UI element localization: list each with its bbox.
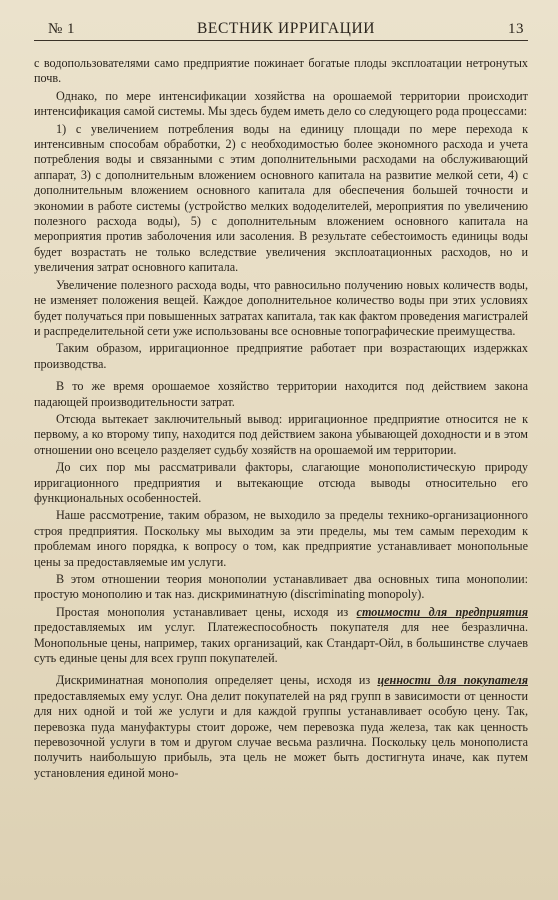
- paragraph: Наше рассмотрение, таким образом, не выходило за пределы технико-организационного строя предприятия. Поскольку мы выходим за эти пределы, мы тем самым переходим к проблемам иного порядка, к вопросу о том, как предприятие устанавливает монопольные цены за предоставляемые им услуги.: [34, 508, 528, 569]
- paragraph: В этом отношении теория монополии устанавливает два основных типа монополии: простую монополию и так наз. дискриминатную (discriminating monopoly).: [34, 572, 528, 602]
- paragraph: В то же время орошаемое хозяйство территории находится под действием закона падающей производительности затрат.: [34, 379, 528, 409]
- paragraph-text: Простая монополия устанавливает цены, исходя из: [56, 604, 357, 619]
- paragraph: [34, 673, 528, 781]
- paragraph: Однако, по мере интенсификации хозяйства на орошаемой территории происходит интенсификация самой системы. Мы здесь будем иметь дело со следующего рода процессами:: [34, 88, 528, 119]
- paragraph: Увеличение полезного расхода воды, что равносильно получению новых количеств воды, не изменяет положения вещей. Каждое дополнительное количество воды при этих условиях будет получаться при повышенных затратах капитала, так как фактом проведения магистралей и распределительной сети уже использованы все основные топографические преимущества.: [34, 277, 528, 338]
- emphasized-term: ценности для покупателя: [377, 673, 528, 688]
- paragraph-text: предоставляемых ему услуг. Она делит покупателей на ряд групп в зависимости от ценности для них одной и той же услуги и для каждой группы устанавливает особую цену. Так, перевозка пуда мануфактуры стоит дороже, чем перевозка пуда железа, так как ценность перевозочной услуги в том и другом случае весьма различна. Поскольку цель монополиста получить наибольшую прибыль, эта цель не может быть достигнута иначе, как путем установления единой моно-: [34, 688, 528, 780]
- issue-number: № 1: [48, 21, 76, 37]
- paragraph: 1) с увеличением потребления воды на единицу площади по мере перехода к интенсивным способам обработки, 2) с необходимостью более экономного расхода и учета потребления воды и связанными с этим дополнительными расходами на обслуживающий аппарат, 3) с дополнительным вложением основного капитала на развитие мелкой сети, 4) с дополнительным вложением основного капитала для обеспечения большей точности и экономии в работе системы (устройство мелких вододелителей, мероприятия по увеличению полезного расхода воды), 5) с дополнительным вложением основного капитала на мероприятия против заболочения или засоления. В результате себестоимость единицы воды будет возрастать не только вследствие увеличения эксплоатационных расходов, но и увеличения затрат основного капитала.: [34, 121, 528, 275]
- page-number: 13: [508, 21, 524, 37]
- paragraph: [34, 605, 528, 667]
- paragraph: До сих пор мы рассматривали факторы, слагающие монополистическую природу ирригационного предприятия и вытекающие отсюда выводы относительно его функциональных особенностей.: [34, 460, 528, 505]
- paragraph-text: Дискриминатная монополия определяет цены, исходя из: [56, 673, 378, 688]
- paragraph: Таким образом, ирригационное предприятие работает при возрастающих издержках производства.: [34, 341, 528, 371]
- emphasized-term: стоимости для предприятия: [356, 604, 528, 619]
- paragraph: Отсюда вытекает заключительный вывод: ирригационное предприятие относится не к первому, а ко второму типу, находится под действием закона убывающей доходности и в этом отношении оно всецело разделяет судьбу хозяйств на орошаемой им территории.: [34, 411, 528, 457]
- running-header: [34, 20, 528, 41]
- paragraph: с водопользователями само предприятие пожинает богатые плоды эксплоатации нетронутых почв.: [34, 56, 528, 86]
- article-body: [34, 56, 528, 781]
- journal-title: ВЕСТНИК ИРРИГАЦИИ: [196, 20, 376, 37]
- paragraph-text: предоставляемых им услуг. Платежеспособность покупателя для нее безразлична. Монопольные цены, например, таких организаций, как Стандарт-Ойл, в большинстве случаев суть единые цены для всех групп покупателей.: [34, 620, 528, 666]
